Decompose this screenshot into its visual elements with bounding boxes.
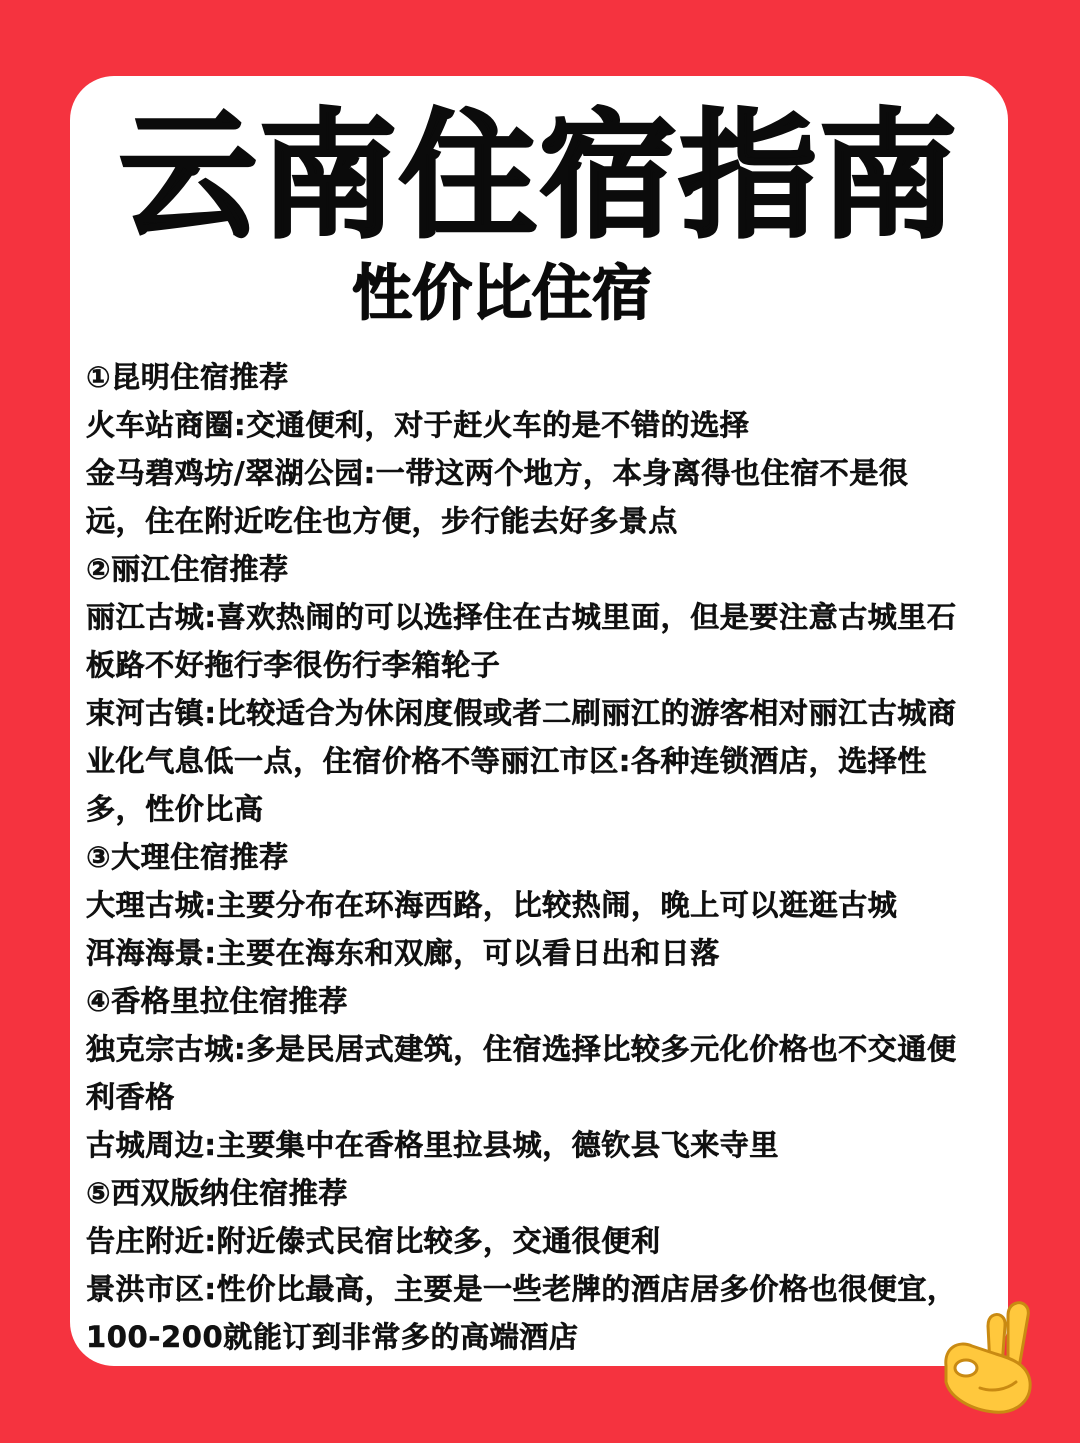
text-line: 金马碧鸡坊/翠湖公园:一带这两个地方，本身离得也住宿不是很 xyxy=(86,456,909,490)
text-line: 远，住在附近吃住也方便，步行能去好多景点 xyxy=(86,504,679,538)
text-line: 业化气息低一点，住宿价格不等丽江市区:各种连锁酒店，选择性 xyxy=(86,744,927,778)
text-line: 独克宗古城:多是民居式建筑，住宿选择比较多元化价格也不交通便 xyxy=(86,1032,957,1066)
text-line: 丽江古城:喜欢热闹的可以选择住在古城里面，但是要注意古城里石 xyxy=(86,600,957,634)
page-subtitle: 性价比住宿 xyxy=(352,259,652,329)
text-line: 洱海海景:主要在海东和双廊，可以看日出和日落 xyxy=(86,936,720,970)
text-line: 利香格 xyxy=(86,1080,175,1114)
section-heading-xishuangbanna: ⑤西双版纳住宿推荐 xyxy=(86,1176,348,1210)
text-line: 火车站商圈:交通便利，对于赶火车的是不错的选择 xyxy=(86,408,750,442)
text-line: 多，性价比高 xyxy=(86,792,264,826)
text-line: 束河古镇:比较适合为休闲度假或者二刷丽江的游客相对丽江古城商 xyxy=(86,696,957,730)
text-line: 景洪市区:性价比最高，主要是一些老牌的酒店居多价格也很便宜， xyxy=(86,1272,957,1306)
text-line: 100-200就能订到非常多的高端酒店 xyxy=(86,1320,579,1354)
text-line: 大理古城:主要分布在环海西路，比较热闹，晚上可以逛逛古城 xyxy=(86,888,898,922)
guide-content xyxy=(86,353,998,1361)
text-line: 古城周边:主要集中在香格里拉县城，德钦县飞来寺里 xyxy=(86,1128,779,1162)
text-line: 板路不好拖行李很伤行李箱轮子 xyxy=(86,648,501,682)
section-heading-dali: ③大理住宿推荐 xyxy=(86,840,289,874)
text-line: 告庄附近:附近傣式民宿比较多，交通很便利 xyxy=(86,1224,661,1258)
section-heading-shangrila: ④香格里拉住宿推荐 xyxy=(86,984,348,1018)
section-heading-lijiang: ②丽江住宿推荐 xyxy=(86,552,289,586)
section-heading-kunming: ①昆明住宿推荐 xyxy=(86,360,289,394)
page-title: 云南住宿指南 xyxy=(118,96,959,257)
ok-hand-icon xyxy=(936,1296,1046,1416)
content-card xyxy=(70,76,1008,1366)
